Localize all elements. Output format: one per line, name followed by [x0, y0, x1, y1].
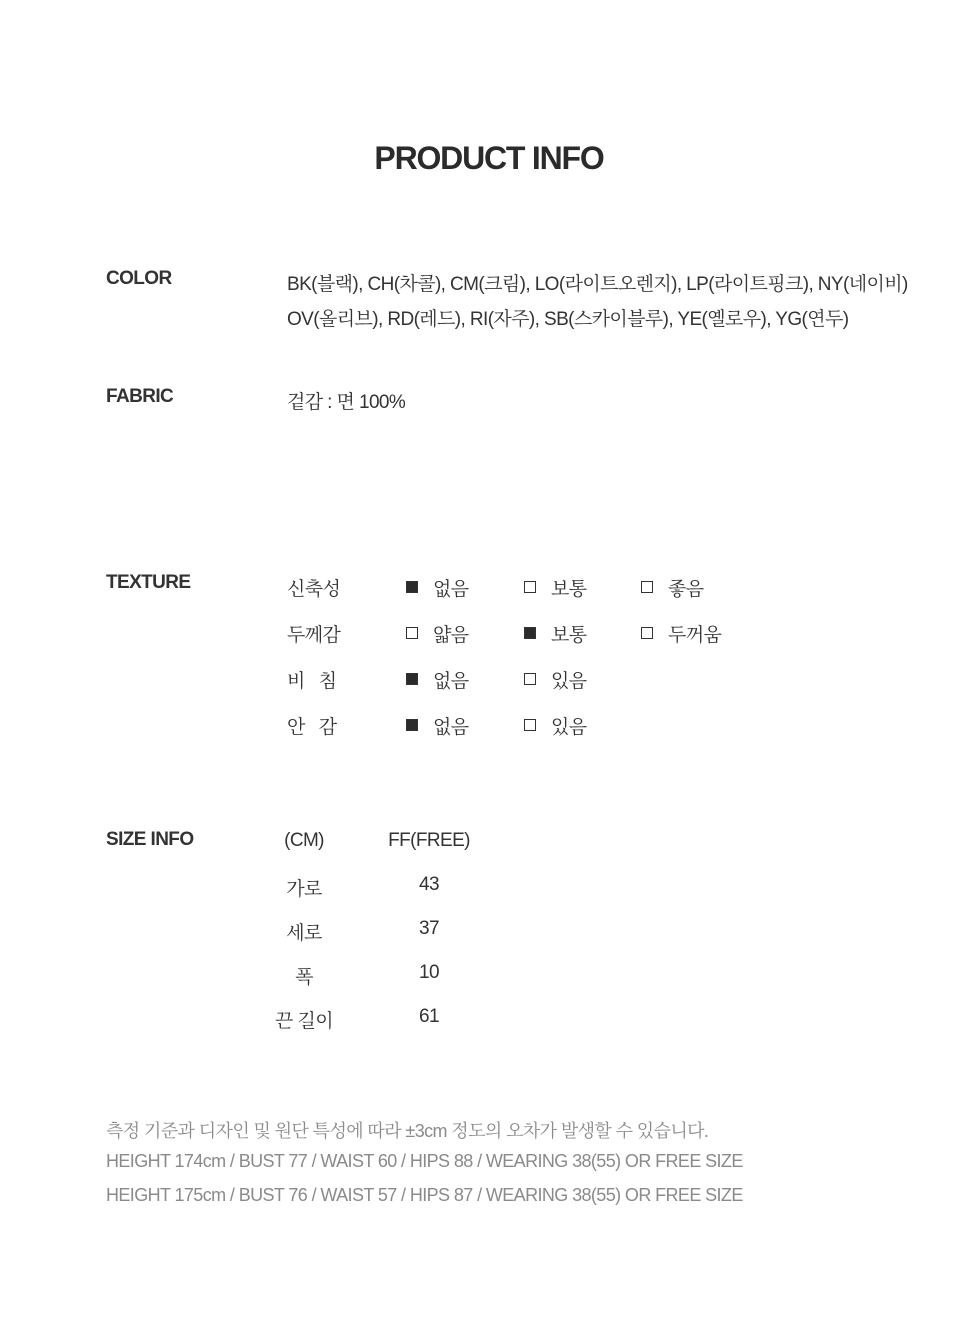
unchecked-box-icon [406, 627, 418, 639]
texture-option-label: 없음 [433, 579, 469, 600]
model-info-2: HEIGHT 175cm / BUST 76 / WAIST 57 / HIPS 87 / WEARING 38(55) OR FREE SIZE [106, 1185, 743, 1205]
page-title: PRODUCT INFO [374, 140, 604, 176]
color-list-line-1: BK(블랙), CH(차콜), CM(크림), LO(라이트오렌지), LP(라이트핑크), NY(네이비) [287, 274, 908, 295]
unchecked-box-icon [524, 719, 536, 731]
size-row-value: 61 [419, 1006, 439, 1027]
color-label: COLOR [106, 268, 172, 289]
size-row-value: 43 [419, 874, 439, 895]
texture-row-name: 두께감 [287, 625, 341, 646]
texture-row [0, 666, 960, 696]
texture-option-label: 두꺼움 [668, 625, 722, 646]
size-row-name: 가로 [286, 879, 322, 900]
size-row-value: 10 [419, 962, 439, 983]
unchecked-box-icon [524, 581, 536, 593]
measurement-note: 측정 기준과 디자인 및 원단 특성에 따라 ±3cm 정도의 오차가 발생할 수 있습니다. [106, 1121, 709, 1141]
size-info-label: SIZE INFO [106, 829, 194, 850]
texture-option-label: 얇음 [433, 625, 469, 646]
texture-row-name: 신축성 [287, 579, 341, 600]
fabric-value: 겉감 : 면 100% [287, 392, 406, 413]
texture-option-label: 있음 [551, 671, 587, 692]
unchecked-box-icon [641, 627, 653, 639]
texture-option-label: 보통 [551, 579, 587, 600]
model-info-1: HEIGHT 174cm / BUST 77 / WAIST 60 / HIPS 88 / WEARING 38(55) OR FREE SIZE [106, 1151, 743, 1171]
unchecked-box-icon [524, 673, 536, 685]
texture-row-name: 안 감 [287, 717, 337, 738]
checked-box-icon [406, 673, 418, 685]
size-row-name: 폭 [295, 967, 313, 988]
size-row-name: 세로 [286, 923, 322, 944]
size-column-header: FF(FREE) [388, 830, 470, 851]
texture-option-label: 좋음 [668, 579, 704, 600]
texture-row [0, 574, 960, 604]
checked-box-icon [406, 719, 418, 731]
texture-label: TEXTURE [106, 572, 191, 593]
texture-row [0, 620, 960, 650]
checked-box-icon [524, 627, 536, 639]
texture-option-label: 없음 [433, 717, 469, 738]
fabric-label: FABRIC [106, 386, 174, 407]
texture-row-name: 비 침 [287, 671, 337, 692]
size-row-value: 37 [419, 918, 439, 939]
texture-option-label: 없음 [433, 671, 469, 692]
unchecked-box-icon [641, 581, 653, 593]
size-unit-header: (CM) [284, 830, 324, 851]
texture-option-label: 보통 [551, 625, 587, 646]
texture-option-label: 있음 [551, 717, 587, 738]
checked-box-icon [406, 581, 418, 593]
texture-row [0, 712, 960, 742]
color-list-line-2: OV(올리브), RD(레드), RI(자주), SB(스카이블루), YE(옐로우), YG(연두) [287, 309, 849, 330]
size-row-name: 끈 길이 [275, 1011, 333, 1032]
